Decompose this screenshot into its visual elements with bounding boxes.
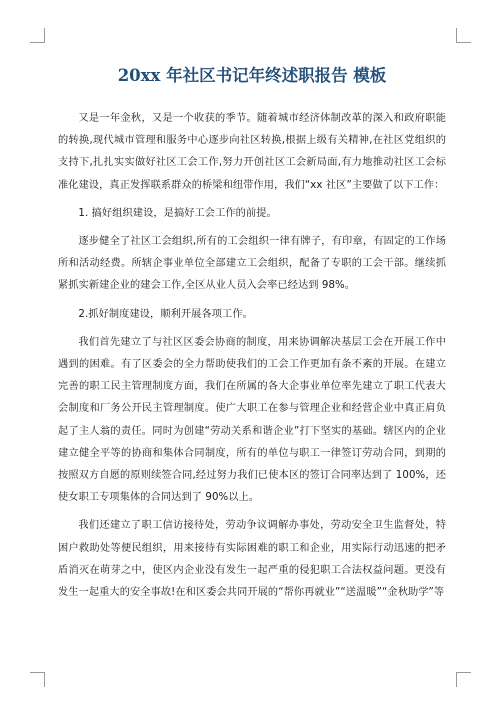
- crop-mark-bottom-right: [456, 672, 471, 687]
- paragraph-heading-system: 2.抓好制度建设，顺利开展各项工作。: [78, 308, 253, 320]
- paragraph-organization: 逐步健全了社区工会组织,所有的工会组织一律有牌子，有印章，有固定的工作场所和活动经费。所辖企事业单位全部建立工会组织，配备了专职的工会干部。继续抓紧抓实新建企业的建会工作,全区从业人员入会率已经达到 98%。: [58, 236, 446, 292]
- paragraph-system: 我们首先建立了与社区区委会协商的制度，用来协调解决基层工会在开展工作中遇到的困难。有了区委会的全力帮助使我们的工会工作更加有条不紊的开展。在建立完善的职工民主管理制度方面，我们在所属的各大企事业单位率先建立了职工代表大会制度和厂务公开民主管理制度。使广大职工在参与管理企业和经营企业中真正肩负起了主人翁的责任。同时为创建“劳动关系和谐企业”打下坚实的基础。辖区内的企业建立健全平等的协商和集体合同制度，所有的单位与职工一律签订劳动合同，到期的按照双方自愿的原则续签合同,经过努力我们已使本区的签订合同率达到了 100%，还使女职工专项集体的合同达到了 90%以上。: [58, 336, 446, 504]
- crop-mark-top-left: [30, 28, 45, 43]
- document-title: 20xx 年社区书记年终述职报告 模板: [117, 66, 387, 85]
- paragraph-services: 我们还建立了职工信访接待处，劳动争议调解办事处，劳动安全卫生监督处，特困户救助处等便民组织，用来接待有实际困难的职工和企业，用实际行动迅速的把矛盾消灭在萌芽之中，使区内企业没有发生一起严重的侵犯职工合法权益问题。更没有发生一起重大的安全事故!在和区委会共同开展的“帮你再就业”“送温暖”“金秋助学”等: [58, 520, 446, 599]
- crop-mark-top-right: [456, 28, 471, 43]
- paragraph-heading-organization: 1. 搞好组织建设，是搞好工会工作的前提。: [78, 207, 277, 219]
- crop-mark-bottom-left: [30, 672, 45, 687]
- document-body: [58, 66, 446, 610]
- paragraph-intro: 又是一年金秋，又是一个收获的季节。随着城市经济体制改革的深入和政府职能的转换,现代城市管理和服务中心逐步向社区转换,根据上级有关精神,在社区党组织的支持下,扎扎实实做好社区工会工作,努力开创社区工会新局面,有力地推动社区工会标准化建设，真正发挥联系群众的桥梁和纽带作用，我们“xx 社区”主要做了以下工作：: [58, 113, 446, 191]
